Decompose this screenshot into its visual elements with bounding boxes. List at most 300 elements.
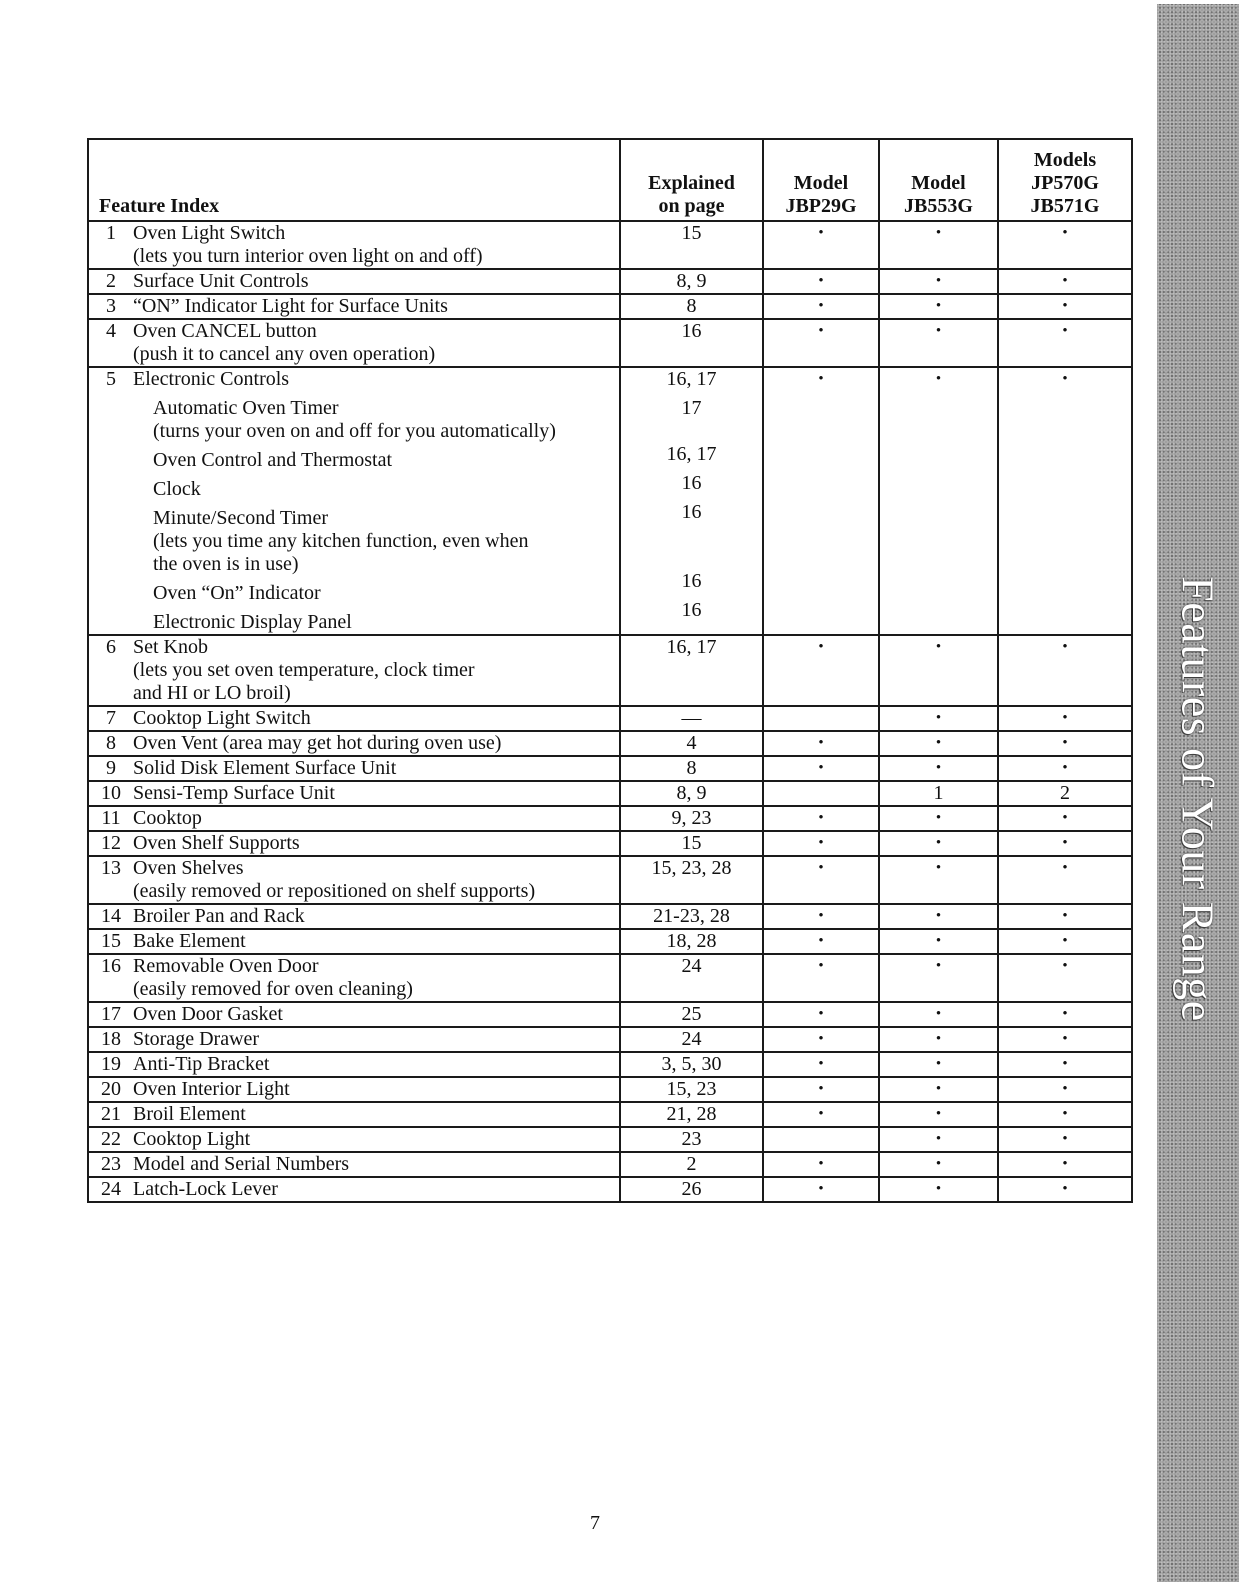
feature-name: Sensi-Temp Surface Unit: [133, 782, 335, 804]
feature-cell: [88, 1102, 620, 1127]
feature-name: Oven Vent (area may get hot during oven use): [133, 732, 502, 754]
feature-cell: [88, 1077, 620, 1102]
feature-cell: [88, 706, 620, 731]
model-1-mark: •: [763, 1102, 879, 1127]
feature-line: [89, 295, 619, 318]
feature-name: Model and Serial Numbers: [133, 1153, 350, 1175]
feature-name: Cooktop Light: [133, 1128, 251, 1150]
feature-number: 7: [106, 707, 116, 729]
page-cell: [620, 831, 763, 856]
sub-feature-text: (turns your oven on and off for you automatically): [153, 420, 556, 442]
header-models-jp570g-jb571g: [998, 139, 1132, 221]
sub-feature-text: Oven Control and Thermostat: [153, 449, 393, 471]
feature-number: 1: [106, 222, 116, 244]
page-reference: 23: [681, 1128, 702, 1150]
feature-cell: [88, 221, 620, 269]
page-cell: [620, 221, 763, 269]
header-feature-index: Feature Index: [88, 139, 620, 221]
feature-number: 13: [101, 857, 121, 879]
feature-line: [89, 832, 619, 855]
feature-number: 4: [106, 320, 116, 342]
model-1-mark: •: [763, 856, 879, 904]
sub-feature-text: Electronic Display Panel: [153, 611, 352, 633]
feature-number: [89, 978, 133, 1001]
header-line: Explained: [648, 172, 735, 194]
model-1-mark: [763, 781, 879, 806]
feature-number: 24: [101, 1178, 121, 1200]
sub-page-reference: 16: [681, 570, 702, 592]
feature-description: (push it to cancel any oven operation): [133, 343, 436, 365]
feature-cell: [88, 1027, 620, 1052]
model-2-mark: •: [879, 1027, 998, 1052]
table-row: [88, 806, 1132, 831]
header-model-jbp29g: [763, 139, 879, 221]
table-body: [88, 221, 1132, 1202]
model-2-mark: •: [879, 1127, 998, 1152]
model-3-mark: •: [998, 1077, 1132, 1102]
table-row: [88, 929, 1132, 954]
feature-number: 10: [101, 782, 121, 804]
model-3-mark: •: [998, 367, 1132, 635]
page-reference: 16, 17: [666, 636, 717, 658]
feature-line: [89, 732, 619, 755]
page-cell: [620, 1027, 763, 1052]
page-cell: [620, 1077, 763, 1102]
table-row: [88, 1177, 1132, 1202]
model-1-mark: •: [763, 904, 879, 929]
page-reference: 24: [681, 955, 702, 977]
feature-cell: [88, 731, 620, 756]
feature-cell: [88, 856, 620, 904]
page-reference: 21, 28: [666, 1103, 717, 1125]
model-1-mark: •: [763, 1177, 879, 1202]
table-row: [88, 1027, 1132, 1052]
feature-line: [89, 757, 619, 780]
page-cell: [620, 706, 763, 731]
feature-cell: [88, 1002, 620, 1027]
feature-cell: [88, 954, 620, 1002]
table-row: [88, 1102, 1132, 1127]
model-1-mark: •: [763, 731, 879, 756]
feature-number: 14: [101, 905, 121, 927]
feature-line: [89, 1128, 619, 1151]
sub-feature-text: Clock: [153, 478, 201, 500]
model-1-mark: •: [763, 756, 879, 781]
page-reference: 18, 28: [666, 930, 717, 952]
feature-number: 23: [101, 1153, 121, 1175]
sub-page-reference: 16: [681, 599, 702, 621]
feature-line: [89, 930, 619, 953]
model-1-mark: •: [763, 1077, 879, 1102]
model-3-mark: •: [998, 1152, 1132, 1177]
model-3-mark: •: [998, 904, 1132, 929]
page-reference: 3, 5, 30: [661, 1053, 722, 1075]
model-2-mark: •: [879, 756, 998, 781]
page-reference: 8: [686, 757, 697, 779]
model-3-mark: •: [998, 221, 1132, 269]
page-reference: 21-23, 28: [653, 905, 730, 927]
feature-line: [89, 1078, 619, 1101]
feature-name: Oven Shelves: [133, 857, 244, 879]
table-row: [88, 1077, 1132, 1102]
feature-line: [89, 978, 619, 1001]
feature-line: [89, 368, 619, 391]
model-2-mark: •: [879, 1102, 998, 1127]
feature-name: Solid Disk Element Surface Unit: [133, 757, 397, 779]
feature-number: 2: [106, 270, 116, 292]
sub-feature-description: [89, 420, 619, 443]
side-tab-title: Features of Your Range: [1172, 576, 1224, 1022]
page-reference: 16, 17: [666, 368, 717, 390]
model-3-mark: •: [998, 1127, 1132, 1152]
feature-number: 3: [106, 295, 116, 317]
feature-cell: [88, 319, 620, 367]
feature-name: Oven CANCEL button: [133, 320, 317, 342]
model-3-mark: •: [998, 706, 1132, 731]
model-2-mark: •: [879, 269, 998, 294]
feature-name: Latch-Lock Lever: [133, 1178, 278, 1200]
sub-page-reference: 16: [681, 472, 702, 494]
model-3-mark: •: [998, 294, 1132, 319]
model-1-mark: •: [763, 929, 879, 954]
feature-cell: [88, 904, 620, 929]
sub-feature-text: Minute/Second Timer: [153, 507, 329, 529]
feature-number: [89, 682, 133, 705]
feature-line: [89, 245, 619, 268]
sub-feature-name: [89, 449, 619, 472]
header-line: JB571G: [1030, 195, 1100, 217]
feature-number: 9: [106, 757, 116, 779]
model-1-mark: •: [763, 1052, 879, 1077]
model-2-mark: •: [879, 367, 998, 635]
feature-description: and HI or LO broil): [133, 682, 291, 704]
side-tab: [1157, 4, 1239, 1582]
model-3-mark: •: [998, 954, 1132, 1002]
feature-cell: [88, 806, 620, 831]
feature-line: [89, 636, 619, 659]
feature-line: [89, 807, 619, 830]
feature-cell: [88, 756, 620, 781]
sub-feature-description: [89, 553, 619, 576]
feature-cell: [88, 635, 620, 706]
feature-number: [89, 245, 133, 268]
model-2-mark: •: [879, 706, 998, 731]
feature-line: [89, 1028, 619, 1051]
page-cell: [620, 1102, 763, 1127]
feature-name: Broiler Pan and Rack: [133, 905, 305, 927]
model-3-mark: •: [998, 635, 1132, 706]
feature-line: [89, 1153, 619, 1176]
model-3-mark: •: [998, 1002, 1132, 1027]
page-reference: 8, 9: [676, 270, 707, 292]
feature-line: [89, 1178, 619, 1201]
page-reference: 15: [681, 222, 702, 244]
feature-name: Removable Oven Door: [133, 955, 319, 977]
table-row: [88, 731, 1132, 756]
feature-line: [89, 707, 619, 730]
model-2-mark: •: [879, 954, 998, 1002]
table-row: [88, 1002, 1132, 1027]
page-reference: —: [681, 707, 702, 729]
feature-cell: [88, 1052, 620, 1077]
table-row: [88, 954, 1132, 1002]
table-row: [88, 1127, 1132, 1152]
page-cell: [620, 781, 763, 806]
model-2-mark: •: [879, 1152, 998, 1177]
table-row: [88, 831, 1132, 856]
page-cell: [620, 806, 763, 831]
header-line: JP570G: [1031, 172, 1099, 194]
feature-description: (lets you set oven temperature, clock timer: [133, 659, 475, 681]
model-1-mark: •: [763, 635, 879, 706]
sub-feature-name: [89, 507, 619, 530]
feature-name: Storage Drawer: [133, 1028, 260, 1050]
feature-line: [89, 857, 619, 880]
page-cell: [620, 269, 763, 294]
page-cell: [620, 1152, 763, 1177]
feature-name: Set Knob: [133, 636, 208, 658]
model-1-mark: •: [763, 221, 879, 269]
table-row: [88, 856, 1132, 904]
header-line: JB553G: [904, 195, 973, 217]
model-2-mark: 1: [879, 781, 998, 806]
model-2-mark: •: [879, 294, 998, 319]
feature-number: 17: [101, 1003, 121, 1025]
feature-number: 15: [101, 930, 121, 952]
page-reference: 24: [681, 1028, 702, 1050]
header-model-jb553g: [879, 139, 998, 221]
page-cell: [620, 929, 763, 954]
model-1-mark: [763, 1127, 879, 1152]
page-cell: [620, 635, 763, 706]
feature-number: 5: [106, 368, 116, 390]
feature-line: [89, 222, 619, 245]
model-3-mark: •: [998, 856, 1132, 904]
page-reference: 8: [686, 295, 697, 317]
model-3-mark: 2: [998, 781, 1132, 806]
model-3-mark: •: [998, 756, 1132, 781]
feature-line: [89, 1103, 619, 1126]
model-3-mark: •: [998, 319, 1132, 367]
table-row: [88, 294, 1132, 319]
feature-number: 8: [106, 732, 116, 754]
feature-name: Cooktop Light Switch: [133, 707, 311, 729]
sub-page-reference: 16, 17: [666, 443, 717, 465]
feature-number: [89, 880, 133, 903]
sub-feature-name: [89, 397, 619, 420]
sub-feature-name: [89, 611, 619, 634]
table-row: [88, 1152, 1132, 1177]
header-explained-on-page: [620, 139, 763, 221]
model-2-mark: •: [879, 1077, 998, 1102]
model-3-mark: •: [998, 1052, 1132, 1077]
feature-line: [89, 270, 619, 293]
feature-description: (lets you turn interior oven light on and off): [133, 245, 483, 267]
model-1-mark: •: [763, 319, 879, 367]
model-3-mark: •: [998, 731, 1132, 756]
sub-feature-text: the oven is in use): [153, 553, 299, 575]
model-3-mark: •: [998, 269, 1132, 294]
feature-line: [89, 782, 619, 805]
sub-feature-name: [89, 582, 619, 605]
sub-feature-text: (lets you time any kitchen function, even when: [153, 530, 529, 552]
model-3-mark: •: [998, 1027, 1132, 1052]
sub-feature-description: [89, 530, 619, 553]
feature-number: 6: [106, 636, 116, 658]
header-line: Model: [793, 172, 849, 194]
page-cell: [620, 756, 763, 781]
feature-number: 18: [101, 1028, 121, 1050]
feature-name: “ON” Indicator Light for Surface Units: [133, 295, 448, 317]
sub-page-reference: 16: [681, 501, 702, 523]
feature-name: Oven Door Gasket: [133, 1003, 283, 1025]
page-cell: [620, 1052, 763, 1077]
feature-cell: [88, 269, 620, 294]
page-reference: 25: [681, 1003, 702, 1025]
page-reference: 4: [686, 732, 697, 754]
feature-line: [89, 905, 619, 928]
model-1-mark: •: [763, 831, 879, 856]
model-3-mark: •: [998, 831, 1132, 856]
page-reference: 9, 23: [671, 807, 712, 829]
table-row: [88, 319, 1132, 367]
feature-number: 11: [101, 807, 121, 829]
model-2-mark: •: [879, 731, 998, 756]
sub-feature-text: Oven “On” Indicator: [153, 582, 321, 604]
feature-number: 12: [101, 832, 121, 854]
table-row: [88, 781, 1132, 806]
page-cell: [620, 294, 763, 319]
feature-name: Surface Unit Controls: [133, 270, 309, 292]
feature-name: Anti-Tip Bracket: [133, 1053, 270, 1075]
feature-cell: [88, 294, 620, 319]
feature-index-table: [87, 138, 1133, 1203]
model-2-mark: •: [879, 635, 998, 706]
feature-cell: [88, 1152, 620, 1177]
table-header-row: [88, 139, 1132, 221]
page-cell: [620, 904, 763, 929]
table-row: [88, 756, 1132, 781]
model-1-mark: •: [763, 1027, 879, 1052]
feature-line: [89, 1003, 619, 1026]
model-3-mark: •: [998, 806, 1132, 831]
page-cell: [620, 1002, 763, 1027]
feature-cell: [88, 831, 620, 856]
table-row: [88, 269, 1132, 294]
model-1-mark: [763, 706, 879, 731]
feature-number: 16: [101, 955, 121, 977]
feature-name: Oven Interior Light: [133, 1078, 290, 1100]
page-cell: [620, 954, 763, 1002]
page-cell: [620, 856, 763, 904]
page-reference: 15, 23, 28: [651, 857, 732, 879]
feature-cell: [88, 1177, 620, 1202]
model-2-mark: •: [879, 1177, 998, 1202]
model-2-mark: •: [879, 831, 998, 856]
sub-feature-name: [89, 478, 619, 501]
feature-number: [89, 659, 133, 682]
sub-feature-text: Automatic Oven Timer: [153, 397, 339, 419]
model-1-mark: •: [763, 954, 879, 1002]
model-2-mark: •: [879, 806, 998, 831]
model-3-mark: •: [998, 1177, 1132, 1202]
feature-line: [89, 880, 619, 903]
model-2-mark: •: [879, 904, 998, 929]
page-reference: 15, 23: [666, 1078, 717, 1100]
feature-line: [89, 320, 619, 343]
feature-line: [89, 955, 619, 978]
feature-number: 20: [101, 1078, 121, 1100]
model-1-mark: •: [763, 806, 879, 831]
feature-number: 22: [101, 1128, 121, 1150]
header-line: JBP29G: [785, 195, 857, 217]
page-reference: 2: [686, 1153, 697, 1175]
feature-name: Cooktop: [133, 807, 202, 829]
model-1-mark: •: [763, 269, 879, 294]
header-line: Models: [1033, 149, 1097, 171]
page-number: 7: [590, 1512, 600, 1534]
page-cell: [620, 731, 763, 756]
table-row: [88, 635, 1132, 706]
page-reference: 16: [681, 320, 702, 342]
feature-line: [89, 1053, 619, 1076]
page-cell: [620, 1127, 763, 1152]
model-3-mark: •: [998, 929, 1132, 954]
model-2-mark: •: [879, 221, 998, 269]
header-line: Model: [911, 172, 966, 194]
model-1-mark: •: [763, 294, 879, 319]
feature-description: (easily removed for oven cleaning): [133, 978, 413, 1000]
feature-number: 19: [101, 1053, 121, 1075]
page-cell: [620, 367, 763, 635]
model-2-mark: •: [879, 1052, 998, 1077]
feature-line: [89, 343, 619, 366]
model-1-mark: •: [763, 1002, 879, 1027]
page-reference: 26: [681, 1178, 702, 1200]
model-3-mark: •: [998, 1102, 1132, 1127]
sub-page-reference: 17: [681, 397, 702, 419]
feature-cell: [88, 781, 620, 806]
table-row: [88, 1052, 1132, 1077]
header-line: on page: [658, 195, 725, 217]
feature-line: [89, 682, 619, 705]
model-1-mark: •: [763, 367, 879, 635]
feature-name: Oven Shelf Supports: [133, 832, 300, 854]
model-2-mark: •: [879, 319, 998, 367]
model-2-mark: •: [879, 1002, 998, 1027]
table-row: [88, 904, 1132, 929]
feature-number: 21: [101, 1103, 121, 1125]
table-row: [88, 367, 1132, 635]
page-cell: [620, 319, 763, 367]
feature-cell: [88, 929, 620, 954]
feature-number: [89, 343, 133, 366]
table-row: [88, 221, 1132, 269]
feature-name: Electronic Controls: [133, 368, 290, 390]
feature-name: Broil Element: [133, 1103, 246, 1125]
page-reference: 15: [681, 832, 702, 854]
feature-cell: [88, 1127, 620, 1152]
feature-name: Oven Light Switch: [133, 222, 286, 244]
feature-line: [89, 659, 619, 682]
model-2-mark: •: [879, 856, 998, 904]
model-2-mark: •: [879, 929, 998, 954]
model-1-mark: •: [763, 1152, 879, 1177]
page-reference: 8, 9: [676, 782, 707, 804]
table-row: [88, 706, 1132, 731]
feature-description: (easily removed or repositioned on shelf supports): [133, 880, 536, 902]
feature-cell: [88, 367, 620, 635]
